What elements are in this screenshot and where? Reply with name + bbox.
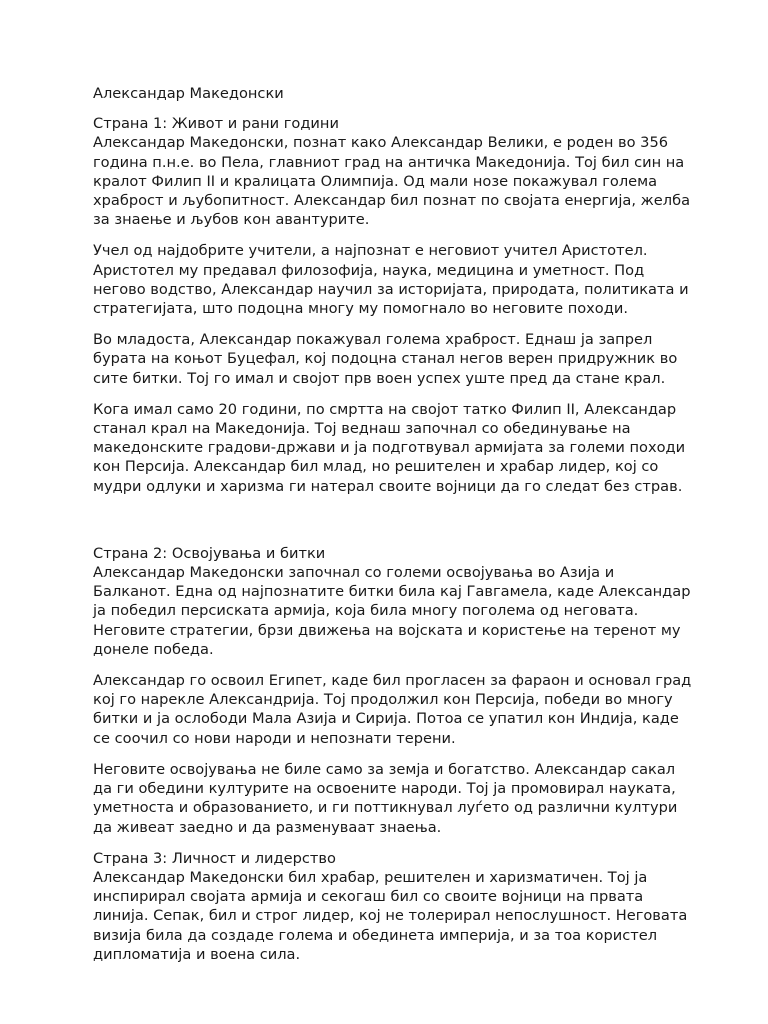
paragraph: Александар Македонски бил храбар, решителен и харизматичен. Тој ја инспирирал својата армија и секогаш бил со своите војници на првата линија. Сепак, бил и строг лидер, кој не толерирал непослушност. Неговата визија била да создаде голема и обединета империја, и за тоа користел дипломатија и воена сила. [93, 868, 688, 963]
paragraph: Учел од најдобрите учители, а најпознат е неговиот учител Аристотел. Аристотел му предавал филозофија, наука, медицина и уметност. Под негово водство, Александар научил за историјата, природата, политиката и стратегијата, што подоцна многу му помогнало во неговите походи. [93, 242, 689, 318]
section-3 [93, 849, 693, 964]
paragraph: Александар Македонски започнал со големи освојувања во Азија и Балканот. Една од најпознатите битки била кај Гавгамела, каде Александар ја победил персиската армија, која била многу поголема од неговата. Неговите стратегии, брзи движења на војската и користење на теренот му донеле победа. [93, 564, 691, 658]
document-title: Александар Македонски [93, 85, 284, 102]
section-1 [93, 114, 693, 496]
section-heading: Страна 3: Личност и лидерство [93, 849, 336, 867]
paragraph: Александар Македонски, познат како Александар Велики, е роден во 356 година п.н.е. во Пела, главниот град на античка Македонија. Тој бил син на кралот Филип II и кралицата Олимпија. Од мали нозе покажувал голема храброст и љубопитност. Александар бил познат по својата енергија, желба за знаење и љубов кон авантурите. [93, 134, 691, 229]
document-page [93, 84, 693, 976]
section-heading: Страна 1: Живот и рани години [93, 115, 339, 133]
section-heading: Страна 2: Освојувања и битки [93, 544, 326, 562]
page-break-spacer [93, 508, 693, 532]
paragraph: Александар го освоил Египет, каде бил прогласен за фараон и основал град кој го нарекле Александрија. Тој продолжил кон Персија, победи во многу битки и ја ослободи Мала Азија и Сирија. Потоа се упатил кон Индија, каде се соочил со нови народи и непознати терени. [93, 672, 692, 747]
paragraph: Во младоста, Александар покажувал голема храброст. Еднаш ја запрел бурата на коњот Буцефал, кој подоцна станал негов верен придружник во сите битки. Тој го имал и својот прв воен успех уште пред да стане крал. [93, 331, 678, 387]
section-2 [93, 544, 693, 837]
paragraph: Неговите освојувања не биле само за земја и богатство. Александар сакал да ги обедини културите на освоените народи. Тој ја промовирал науката, уметноста и образованието, и ги поттикнувал луѓето од различни култури да живеат заедно и да разменуваат знаења. [93, 760, 678, 836]
paragraph: Кога имал само 20 години, по смртта на својот татко Филип II, Александар станал крал на Македонија. Тој веднаш започнал со обединување на македонските градови-држави и ја подготвувал армијата за големи походи кон Персија. Александар бил млад, но решителен и храбар лидер, кој со мудри одлуки и харизма ги натерал своите војници да го следат без страв. [93, 400, 686, 495]
